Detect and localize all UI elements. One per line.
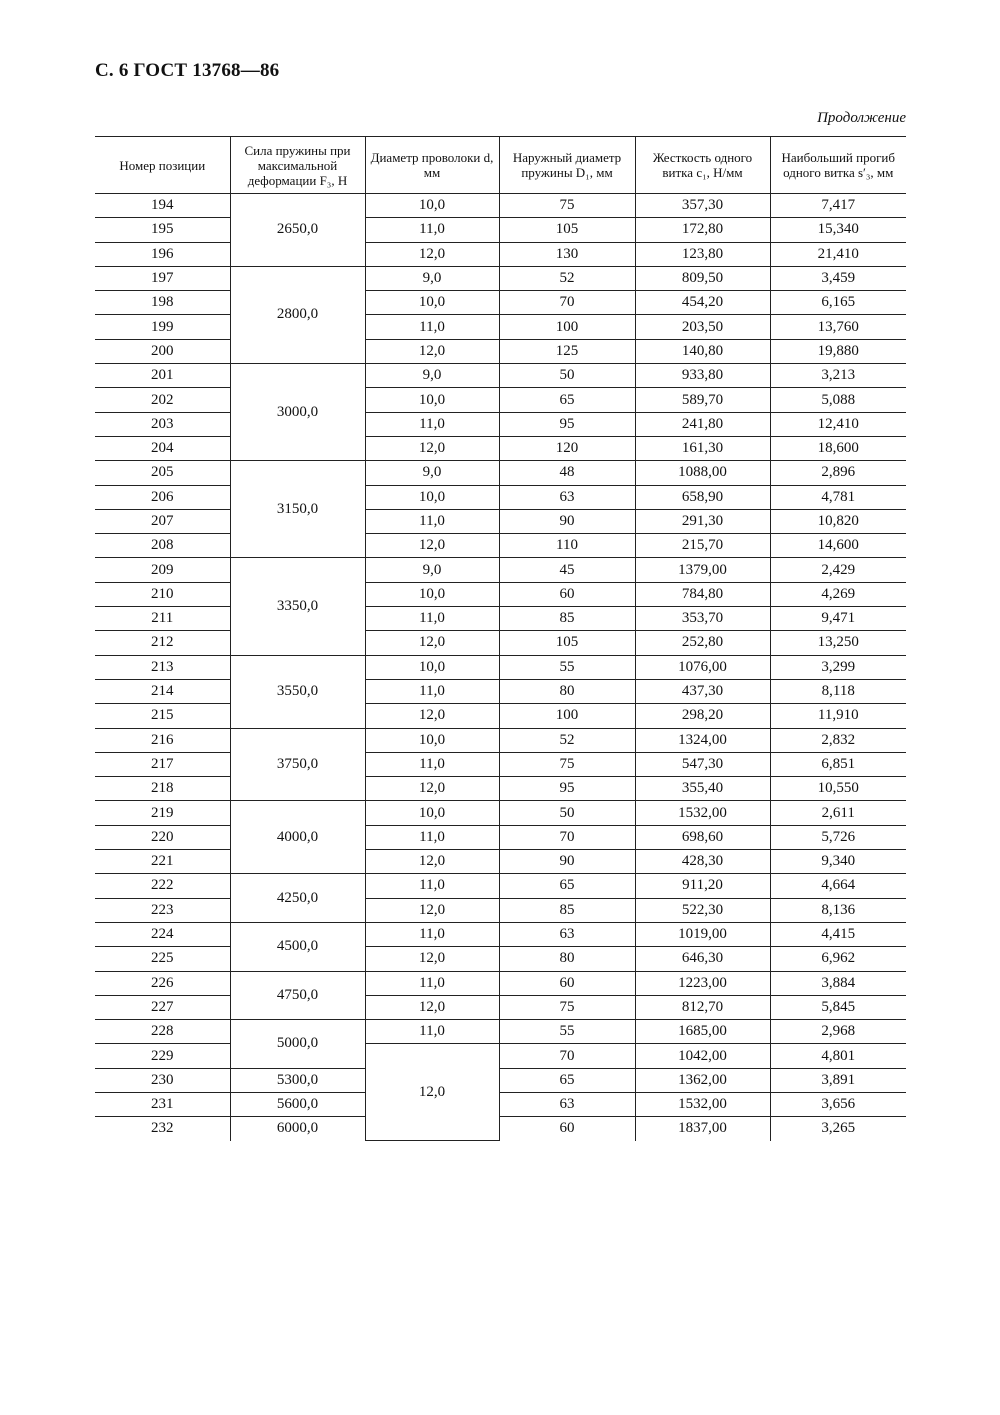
wire-diameter: 10,0 xyxy=(365,485,499,509)
coil-stiffness: 1685,00 xyxy=(635,1020,770,1044)
outer-diameter: 75 xyxy=(499,752,635,776)
outer-diameter: 130 xyxy=(499,242,635,266)
wire-diameter: 10,0 xyxy=(365,801,499,825)
wire-diameter: 12,0 xyxy=(365,1044,499,1141)
coil-deflection: 3,213 xyxy=(770,364,906,388)
table-row xyxy=(95,388,906,412)
outer-diameter: 65 xyxy=(499,874,635,898)
coil-deflection: 6,165 xyxy=(770,291,906,315)
coil-deflection: 2,429 xyxy=(770,558,906,582)
coil-stiffness: 933,80 xyxy=(635,364,770,388)
wire-diameter: 12,0 xyxy=(365,947,499,971)
continuation-label: Продолжение xyxy=(817,110,906,126)
position-number: 198 xyxy=(95,291,230,315)
wire-diameter: 12,0 xyxy=(365,995,499,1019)
outer-diameter: 80 xyxy=(499,947,635,971)
table-header-row xyxy=(95,137,906,194)
position-number: 217 xyxy=(95,752,230,776)
coil-stiffness: 1019,00 xyxy=(635,922,770,946)
outer-diameter: 52 xyxy=(499,266,635,290)
position-number: 210 xyxy=(95,582,230,606)
position-number: 207 xyxy=(95,509,230,533)
wire-diameter: 11,0 xyxy=(365,874,499,898)
coil-stiffness: 353,70 xyxy=(635,607,770,631)
table-row xyxy=(95,534,906,558)
outer-diameter: 70 xyxy=(499,1044,635,1068)
table-row xyxy=(95,1092,906,1116)
position-number: 229 xyxy=(95,1044,230,1068)
position-number: 228 xyxy=(95,1020,230,1044)
position-number: 206 xyxy=(95,485,230,509)
position-number: 201 xyxy=(95,364,230,388)
coil-deflection: 10,550 xyxy=(770,777,906,801)
outer-diameter: 48 xyxy=(499,461,635,485)
table-row xyxy=(95,704,906,728)
spring-force: 3000,0 xyxy=(230,364,365,461)
coil-stiffness: 1837,00 xyxy=(635,1117,770,1141)
coil-stiffness: 298,20 xyxy=(635,704,770,728)
table-row xyxy=(95,752,906,776)
outer-diameter: 60 xyxy=(499,971,635,995)
table-row xyxy=(95,266,906,290)
table-row xyxy=(95,922,906,946)
spring-force: 3750,0 xyxy=(230,728,365,801)
position-number: 197 xyxy=(95,266,230,290)
table-row xyxy=(95,1068,906,1092)
wire-diameter: 11,0 xyxy=(365,607,499,631)
wire-diameter: 11,0 xyxy=(365,922,499,946)
coil-deflection: 12,410 xyxy=(770,412,906,436)
position-number: 205 xyxy=(95,461,230,485)
spring-force: 2650,0 xyxy=(230,194,365,267)
wire-diameter: 11,0 xyxy=(365,971,499,995)
position-number: 231 xyxy=(95,1092,230,1116)
wire-diameter: 12,0 xyxy=(365,777,499,801)
coil-deflection: 6,962 xyxy=(770,947,906,971)
coil-stiffness: 1362,00 xyxy=(635,1068,770,1092)
table-row xyxy=(95,218,906,242)
coil-stiffness: 646,30 xyxy=(635,947,770,971)
position-number: 200 xyxy=(95,339,230,363)
column-header: Диаметр проволоки d, мм xyxy=(365,137,499,194)
wire-diameter: 12,0 xyxy=(365,436,499,460)
table-row xyxy=(95,607,906,631)
wire-diameter: 12,0 xyxy=(365,704,499,728)
coil-stiffness: 1379,00 xyxy=(635,558,770,582)
outer-diameter: 100 xyxy=(499,315,635,339)
wire-diameter: 10,0 xyxy=(365,655,499,679)
wire-diameter: 11,0 xyxy=(365,1020,499,1044)
coil-stiffness: 1324,00 xyxy=(635,728,770,752)
coil-stiffness: 454,20 xyxy=(635,291,770,315)
outer-diameter: 90 xyxy=(499,850,635,874)
outer-diameter: 63 xyxy=(499,922,635,946)
coil-stiffness: 1088,00 xyxy=(635,461,770,485)
table-row xyxy=(95,315,906,339)
coil-stiffness: 203,50 xyxy=(635,315,770,339)
coil-deflection: 4,801 xyxy=(770,1044,906,1068)
table-row xyxy=(95,874,906,898)
position-number: 225 xyxy=(95,947,230,971)
outer-diameter: 60 xyxy=(499,582,635,606)
coil-deflection: 13,760 xyxy=(770,315,906,339)
coil-stiffness: 698,60 xyxy=(635,825,770,849)
coil-stiffness: 911,20 xyxy=(635,874,770,898)
table-row xyxy=(95,655,906,679)
wire-diameter: 12,0 xyxy=(365,242,499,266)
outer-diameter: 120 xyxy=(499,436,635,460)
coil-deflection: 19,880 xyxy=(770,339,906,363)
coil-deflection: 3,891 xyxy=(770,1068,906,1092)
wire-diameter: 10,0 xyxy=(365,582,499,606)
coil-deflection: 14,600 xyxy=(770,534,906,558)
outer-diameter: 65 xyxy=(499,388,635,412)
spring-force: 5000,0 xyxy=(230,1020,365,1069)
coil-stiffness: 291,30 xyxy=(635,509,770,533)
position-number: 195 xyxy=(95,218,230,242)
table-row xyxy=(95,898,906,922)
column-header: Наибольший прогиб одного витка s′₃, мм xyxy=(770,137,906,194)
table-row xyxy=(95,461,906,485)
coil-stiffness: 809,50 xyxy=(635,266,770,290)
coil-deflection: 18,600 xyxy=(770,436,906,460)
spring-force: 3150,0 xyxy=(230,461,365,558)
spring-force: 6000,0 xyxy=(230,1117,365,1141)
coil-deflection: 13,250 xyxy=(770,631,906,655)
coil-deflection: 4,269 xyxy=(770,582,906,606)
coil-deflection: 10,820 xyxy=(770,509,906,533)
coil-deflection: 3,459 xyxy=(770,266,906,290)
table-row xyxy=(95,1117,906,1141)
wire-diameter: 11,0 xyxy=(365,218,499,242)
coil-stiffness: 357,30 xyxy=(635,194,770,218)
column-header: Наружный диаметр пружины D₁, мм xyxy=(499,137,635,194)
coil-stiffness: 123,80 xyxy=(635,242,770,266)
table-row xyxy=(95,582,906,606)
coil-deflection: 2,832 xyxy=(770,728,906,752)
position-number: 219 xyxy=(95,801,230,825)
coil-deflection: 4,664 xyxy=(770,874,906,898)
table-row xyxy=(95,364,906,388)
coil-deflection: 11,910 xyxy=(770,704,906,728)
table-row xyxy=(95,801,906,825)
table-row xyxy=(95,631,906,655)
wire-diameter: 9,0 xyxy=(365,558,499,582)
coil-stiffness: 1076,00 xyxy=(635,655,770,679)
spring-force: 4500,0 xyxy=(230,922,365,971)
coil-deflection: 8,118 xyxy=(770,679,906,703)
outer-diameter: 95 xyxy=(499,412,635,436)
table-row xyxy=(95,194,906,218)
position-number: 216 xyxy=(95,728,230,752)
coil-stiffness: 658,90 xyxy=(635,485,770,509)
outer-diameter: 45 xyxy=(499,558,635,582)
table-row xyxy=(95,1044,906,1068)
position-number: 222 xyxy=(95,874,230,898)
outer-diameter: 70 xyxy=(499,291,635,315)
position-number: 202 xyxy=(95,388,230,412)
coil-stiffness: 355,40 xyxy=(635,777,770,801)
coil-stiffness: 522,30 xyxy=(635,898,770,922)
outer-diameter: 60 xyxy=(499,1117,635,1141)
outer-diameter: 75 xyxy=(499,995,635,1019)
coil-stiffness: 252,80 xyxy=(635,631,770,655)
coil-stiffness: 1532,00 xyxy=(635,801,770,825)
coil-deflection: 3,656 xyxy=(770,1092,906,1116)
spring-force: 4250,0 xyxy=(230,874,365,923)
wire-diameter: 11,0 xyxy=(365,509,499,533)
outer-diameter: 105 xyxy=(499,631,635,655)
position-number: 224 xyxy=(95,922,230,946)
outer-diameter: 52 xyxy=(499,728,635,752)
position-number: 204 xyxy=(95,436,230,460)
table-row xyxy=(95,412,906,436)
coil-deflection: 2,896 xyxy=(770,461,906,485)
spring-force: 4000,0 xyxy=(230,801,365,874)
table-row xyxy=(95,291,906,315)
spring-force: 3350,0 xyxy=(230,558,365,655)
outer-diameter: 95 xyxy=(499,777,635,801)
spring-force: 5600,0 xyxy=(230,1092,365,1116)
outer-diameter: 55 xyxy=(499,1020,635,1044)
wire-diameter: 12,0 xyxy=(365,339,499,363)
wire-diameter: 10,0 xyxy=(365,194,499,218)
outer-diameter: 63 xyxy=(499,1092,635,1116)
outer-diameter: 70 xyxy=(499,825,635,849)
coil-stiffness: 437,30 xyxy=(635,679,770,703)
table-row xyxy=(95,825,906,849)
coil-stiffness: 140,80 xyxy=(635,339,770,363)
coil-deflection: 8,136 xyxy=(770,898,906,922)
position-number: 223 xyxy=(95,898,230,922)
coil-stiffness: 215,70 xyxy=(635,534,770,558)
outer-diameter: 85 xyxy=(499,607,635,631)
coil-stiffness: 1532,00 xyxy=(635,1092,770,1116)
outer-diameter: 63 xyxy=(499,485,635,509)
coil-deflection: 4,781 xyxy=(770,485,906,509)
coil-deflection: 3,265 xyxy=(770,1117,906,1141)
position-number: 213 xyxy=(95,655,230,679)
coil-stiffness: 1042,00 xyxy=(635,1044,770,1068)
wire-diameter: 12,0 xyxy=(365,631,499,655)
outer-diameter: 110 xyxy=(499,534,635,558)
table-row xyxy=(95,1020,906,1044)
table-row xyxy=(95,509,906,533)
coil-stiffness: 428,30 xyxy=(635,850,770,874)
coil-deflection: 7,417 xyxy=(770,194,906,218)
wire-diameter: 11,0 xyxy=(365,825,499,849)
coil-stiffness: 547,30 xyxy=(635,752,770,776)
coil-deflection: 6,851 xyxy=(770,752,906,776)
wire-diameter: 10,0 xyxy=(365,291,499,315)
position-number: 232 xyxy=(151,1120,174,1137)
table-row xyxy=(95,777,906,801)
spring-force: 4750,0 xyxy=(230,971,365,1020)
wire-diameter: 9,0 xyxy=(365,461,499,485)
position-number: 209 xyxy=(95,558,230,582)
column-header: Жесткость одного витка c₁, Н/мм xyxy=(635,137,770,194)
coil-deflection: 5,088 xyxy=(770,388,906,412)
coil-deflection: 9,471 xyxy=(770,607,906,631)
outer-diameter: 65 xyxy=(499,1068,635,1092)
wire-diameter: 9,0 xyxy=(365,364,499,388)
position-number: 211 xyxy=(95,607,230,631)
outer-diameter: 55 xyxy=(499,655,635,679)
coil-stiffness: 589,70 xyxy=(635,388,770,412)
spring-spec-table xyxy=(95,136,906,1141)
page-header: С. 6 ГОСТ 13768—86 xyxy=(95,60,280,81)
coil-deflection: 3,299 xyxy=(770,655,906,679)
table-row xyxy=(95,242,906,266)
wire-diameter: 9,0 xyxy=(365,266,499,290)
wire-diameter: 12,0 xyxy=(365,898,499,922)
table-row xyxy=(95,728,906,752)
outer-diameter: 125 xyxy=(499,339,635,363)
position-number: 215 xyxy=(95,704,230,728)
outer-diameter: 75 xyxy=(499,194,635,218)
coil-stiffness: 784,80 xyxy=(635,582,770,606)
coil-deflection: 2,968 xyxy=(770,1020,906,1044)
wire-diameter: 10,0 xyxy=(365,728,499,752)
position-number: 212 xyxy=(95,631,230,655)
table-row xyxy=(95,436,906,460)
coil-deflection: 9,340 xyxy=(770,850,906,874)
outer-diameter: 50 xyxy=(499,801,635,825)
spring-force: 3550,0 xyxy=(230,655,365,728)
position-number: 208 xyxy=(95,534,230,558)
coil-deflection: 21,410 xyxy=(770,242,906,266)
wire-diameter: 11,0 xyxy=(365,315,499,339)
column-header: Номер позиции xyxy=(95,137,230,194)
table-row xyxy=(95,971,906,995)
table-row xyxy=(95,995,906,1019)
wire-diameter: 11,0 xyxy=(365,752,499,776)
position-number: 230 xyxy=(95,1068,230,1092)
coil-stiffness: 1223,00 xyxy=(635,971,770,995)
table-row xyxy=(95,485,906,509)
table-row xyxy=(95,679,906,703)
position-number: 214 xyxy=(95,679,230,703)
coil-deflection: 5,845 xyxy=(770,995,906,1019)
table-body xyxy=(95,194,906,1141)
position-number: 220 xyxy=(95,825,230,849)
wire-diameter: 11,0 xyxy=(365,679,499,703)
position-number: 196 xyxy=(95,242,230,266)
table-row xyxy=(95,947,906,971)
position-number: 203 xyxy=(95,412,230,436)
coil-stiffness: 241,80 xyxy=(635,412,770,436)
coil-stiffness: 161,30 xyxy=(635,436,770,460)
outer-diameter: 80 xyxy=(499,679,635,703)
coil-stiffness: 812,70 xyxy=(635,995,770,1019)
wire-diameter: 12,0 xyxy=(365,534,499,558)
wire-diameter: 10,0 xyxy=(365,388,499,412)
spring-force: 5300,0 xyxy=(230,1068,365,1092)
wire-diameter: 11,0 xyxy=(365,412,499,436)
table-row xyxy=(95,558,906,582)
coil-deflection: 4,415 xyxy=(770,922,906,946)
position-number: 199 xyxy=(95,315,230,339)
wire-diameter: 12,0 xyxy=(365,850,499,874)
coil-deflection: 3,884 xyxy=(770,971,906,995)
table-row xyxy=(95,339,906,363)
coil-deflection: 2,611 xyxy=(770,801,906,825)
position-number: 226 xyxy=(95,971,230,995)
outer-diameter: 105 xyxy=(499,218,635,242)
outer-diameter: 50 xyxy=(499,364,635,388)
position-number: 221 xyxy=(95,850,230,874)
position-number: 227 xyxy=(95,995,230,1019)
coil-deflection: 5,726 xyxy=(770,825,906,849)
outer-diameter: 85 xyxy=(499,898,635,922)
outer-diameter: 90 xyxy=(499,509,635,533)
coil-stiffness: 172,80 xyxy=(635,218,770,242)
position-number: 218 xyxy=(95,777,230,801)
position-number: 194 xyxy=(95,194,230,218)
column-header: Сила пружины при максимальной деформации F₃, Н xyxy=(230,137,365,194)
table-row xyxy=(95,850,906,874)
outer-diameter: 100 xyxy=(499,704,635,728)
coil-deflection: 15,340 xyxy=(770,218,906,242)
spring-force: 2800,0 xyxy=(230,266,365,363)
